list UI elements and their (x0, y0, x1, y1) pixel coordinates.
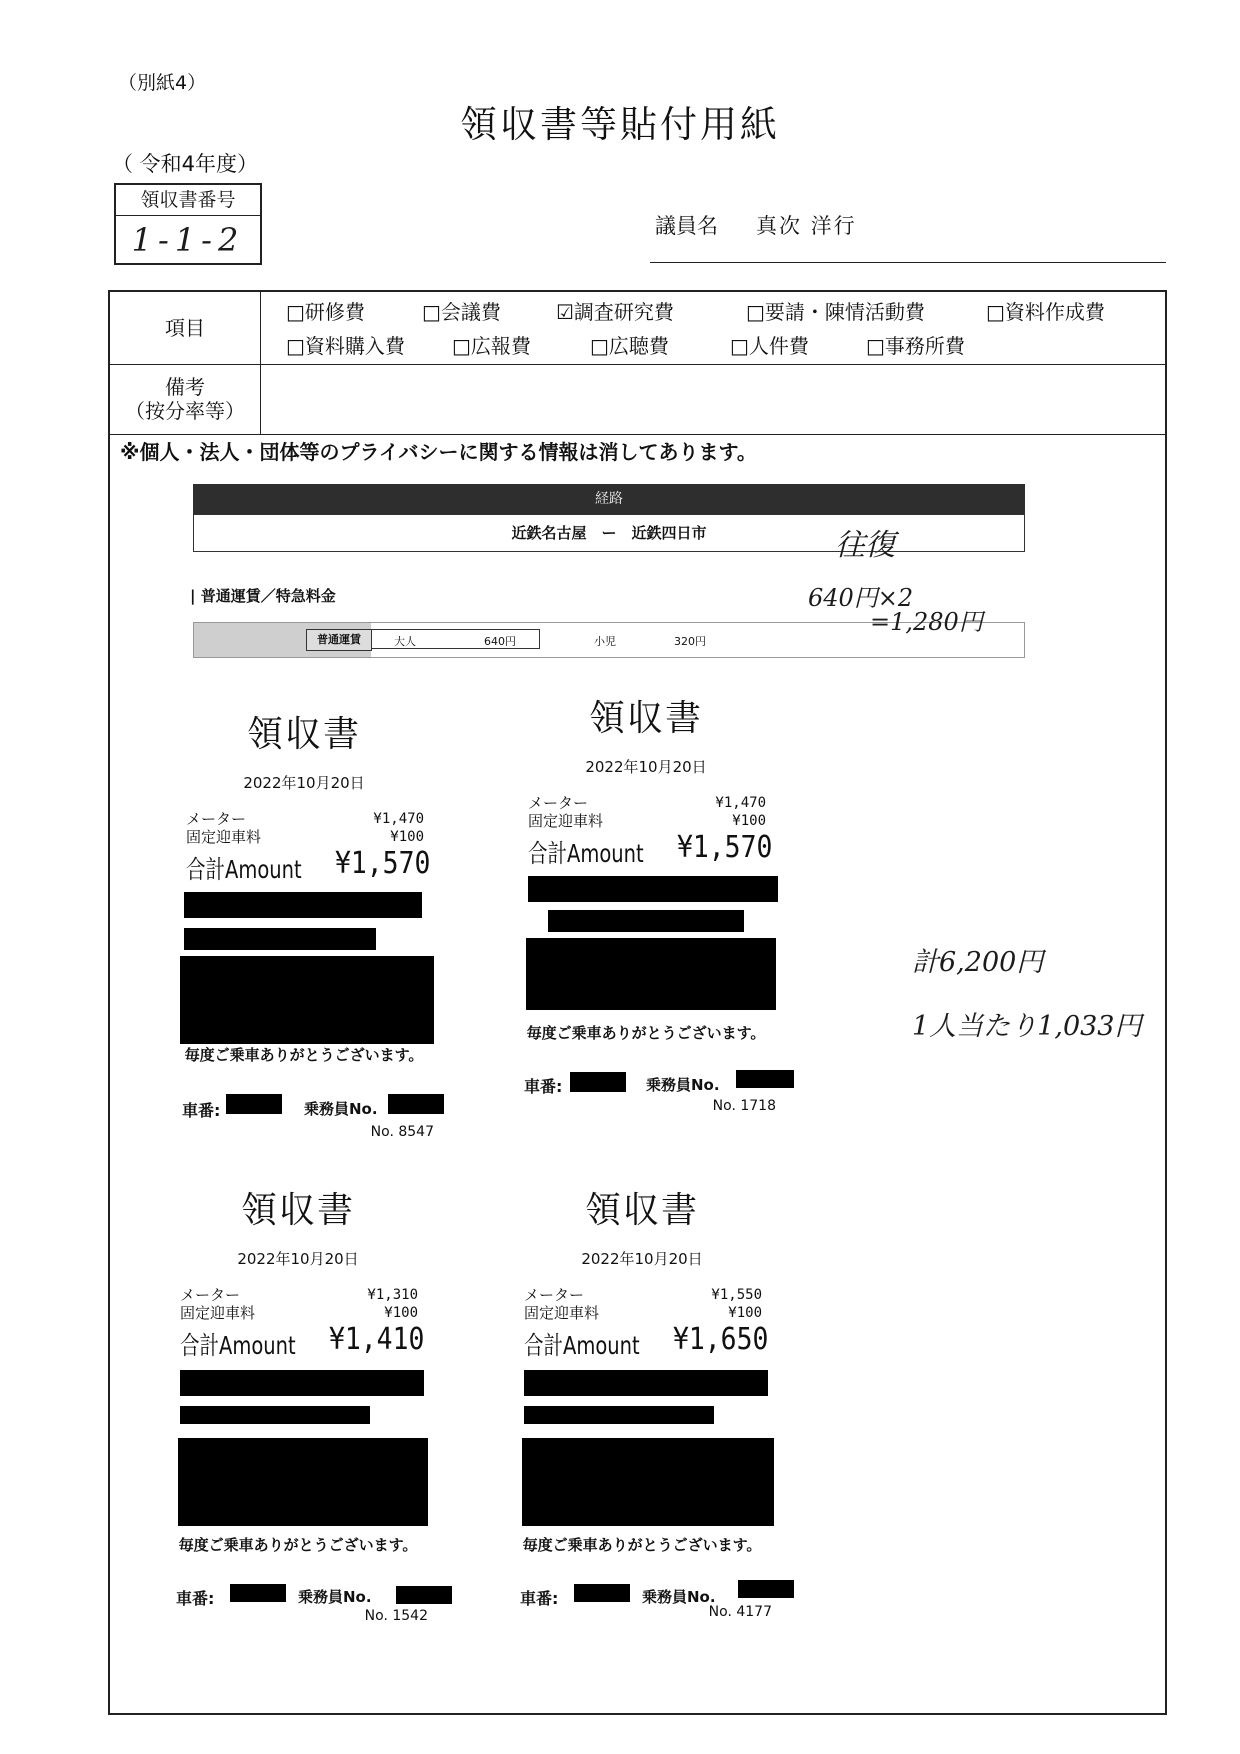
taxi-receipt (148, 1168, 448, 1628)
car-number-redaction (230, 1584, 286, 1602)
checkbox-meeting[interactable]: □会議費 (422, 300, 501, 324)
page-title: 領収書等貼付用紙 (460, 103, 780, 146)
adult-fare: 640円 (484, 635, 516, 648)
member-underline (650, 262, 1166, 263)
checkbox-publicity[interactable]: □広報費 (452, 334, 531, 358)
receipt-date: 2022年10月20日 (581, 1250, 703, 1268)
form-frame (108, 290, 1167, 1715)
car-number-label: 車番: (520, 1589, 559, 1608)
receipt-date: 2022年10月20日 (585, 758, 707, 776)
child-label: 小児 (594, 635, 616, 648)
meter-label: メーター (186, 810, 247, 828)
thanks-message: 毎度ご乗車ありがとうございます。 (526, 1024, 766, 1042)
redaction-bar (184, 892, 422, 918)
car-number-redaction (226, 1094, 282, 1114)
receipt-title: 領収書 (240, 1190, 355, 1231)
redaction-block (178, 1438, 428, 1526)
total-amount: ¥1,570 (334, 846, 430, 881)
redaction-bar (524, 1370, 768, 1396)
handwritten-calc-line1: 640円×2 (808, 584, 914, 612)
member-label: 議員名 (655, 214, 718, 238)
redaction-bar (548, 910, 744, 932)
redaction-bar (524, 1406, 714, 1424)
checkbox-personnel[interactable]: □人件費 (730, 334, 809, 358)
pickup-label: 固定迎車料 (528, 812, 604, 830)
thanks-message: 毎度ご乗車ありがとうございます。 (178, 1536, 418, 1554)
annex-label: （別紙4） (118, 72, 207, 94)
crew-number-label: 乗務員No. (304, 1100, 378, 1118)
thanks-message: 毎度ご乗車ありがとうございます。 (184, 1046, 424, 1064)
handwritten-total: 計6,200円 (912, 947, 1044, 978)
pickup-amount: ¥100 (732, 813, 766, 829)
crew-number-redaction (736, 1070, 794, 1088)
note-label-main: 備考 (165, 375, 205, 399)
receipt-date: 2022年10月20日 (243, 774, 365, 792)
receipt-title: 領収書 (588, 698, 703, 739)
receipt-serial-number: No. 8547 (370, 1124, 434, 1140)
adult-label: 大人 (394, 635, 416, 648)
total-label: 合計Amount (524, 1331, 640, 1360)
crew-number-label: 乗務員No. (298, 1588, 372, 1606)
total-amount: ¥1,410 (328, 1322, 424, 1357)
redaction-bar (180, 1406, 370, 1424)
redaction-block (522, 1438, 774, 1526)
fiscal-year: （ 令和4年度） (112, 152, 259, 176)
route-header: 経路 (193, 484, 1025, 514)
receipt-title: 領収書 (584, 1190, 699, 1231)
car-number-label: 車番: (524, 1077, 563, 1096)
taxi-receipt (496, 676, 796, 1136)
receipt-number-box (114, 183, 262, 265)
crew-number-redaction (396, 1586, 452, 1604)
redaction-block (526, 938, 776, 1010)
total-amount: ¥1,570 (676, 830, 772, 865)
note-row (110, 364, 1165, 435)
child-fare: 320円 (674, 635, 706, 648)
checkbox-office[interactable]: □事務所費 (866, 334, 965, 358)
meter-label: メーター (524, 1286, 585, 1304)
member-name: 真次 洋行 (756, 214, 857, 238)
note-label (110, 364, 261, 434)
crew-number-label: 乗務員No. (646, 1076, 720, 1094)
note-label-sub: （按分率等） (125, 399, 245, 423)
receipt-serial-number: No. 1718 (712, 1098, 776, 1114)
taxi-receipt (492, 1168, 792, 1628)
total-label: 合計Amount (186, 855, 302, 884)
checkbox-training[interactable]: □研修費 (286, 300, 365, 324)
pickup-label: 固定迎車料 (186, 828, 262, 846)
receipt-title: 領収書 (246, 714, 361, 755)
thanks-message: 毎度ご乗車ありがとうございます。 (522, 1536, 762, 1554)
checkbox-hearing[interactable]: □広聴費 (590, 334, 669, 358)
taxi-receipt (154, 692, 454, 1152)
checkbox-document-purchase[interactable]: □資料購入費 (286, 334, 405, 358)
pickup-label: 固定迎車料 (524, 1304, 600, 1322)
meter-label: メーター (528, 794, 589, 812)
pickup-label: 固定迎車料 (180, 1304, 256, 1322)
total-label: 合計Amount (180, 1331, 296, 1360)
checkbox-document-creation[interactable]: □資料作成費 (986, 300, 1105, 324)
meter-amount: ¥1,550 (711, 1287, 762, 1303)
car-number-label: 車番: (176, 1589, 215, 1608)
receipt-serial-number: No. 4177 (708, 1604, 772, 1620)
handwritten-calc-line2: =1,280円 (870, 608, 983, 636)
crew-number-redaction (388, 1094, 444, 1114)
item-row (110, 292, 1165, 365)
meter-amount: ¥1,470 (373, 811, 424, 827)
receipt-serial-number: No. 1542 (364, 1608, 428, 1624)
fare-section-title: | 普通運賃／特急料金 (190, 587, 336, 605)
redaction-block (180, 956, 434, 1044)
checkbox-petition[interactable]: □要請・陳情活動費 (746, 300, 925, 324)
pickup-amount: ¥100 (728, 1305, 762, 1321)
redaction-bar (180, 1370, 424, 1396)
receipt-number-label: 領収書番号 (116, 185, 260, 216)
crew-number-redaction (738, 1580, 794, 1598)
car-number-label: 車番: (182, 1101, 221, 1120)
total-label: 合計Amount (528, 839, 644, 868)
total-amount: ¥1,650 (672, 1322, 768, 1357)
crew-number-label: 乗務員No. (642, 1588, 716, 1606)
redaction-bar (528, 876, 778, 902)
handwritten-per-person: 1人当たり1,033円 (912, 1011, 1142, 1042)
meter-label: メーター (180, 1286, 241, 1304)
checkbox-research[interactable]: ☑調査研究費 (556, 300, 674, 324)
receipt-number-value: 1-1-2 (131, 221, 245, 259)
meter-amount: ¥1,470 (715, 795, 766, 811)
pickup-amount: ¥100 (390, 829, 424, 845)
car-number-redaction (574, 1584, 630, 1602)
car-number-redaction (570, 1072, 626, 1092)
meter-amount: ¥1,310 (367, 1287, 418, 1303)
fare-tag: 普通運賃 (306, 629, 372, 651)
privacy-notice: ※個人・法人・団体等のプライバシーに関する情報は消してあります。 (120, 440, 757, 464)
route-path: 近鉄名古屋 ー 近鉄四日市 (193, 514, 1025, 552)
item-label: 項目 (110, 292, 261, 364)
redaction-bar (184, 928, 376, 950)
receipt-date: 2022年10月20日 (237, 1250, 359, 1268)
pickup-amount: ¥100 (384, 1305, 418, 1321)
handwritten-roundtrip: 往復 (835, 528, 895, 563)
